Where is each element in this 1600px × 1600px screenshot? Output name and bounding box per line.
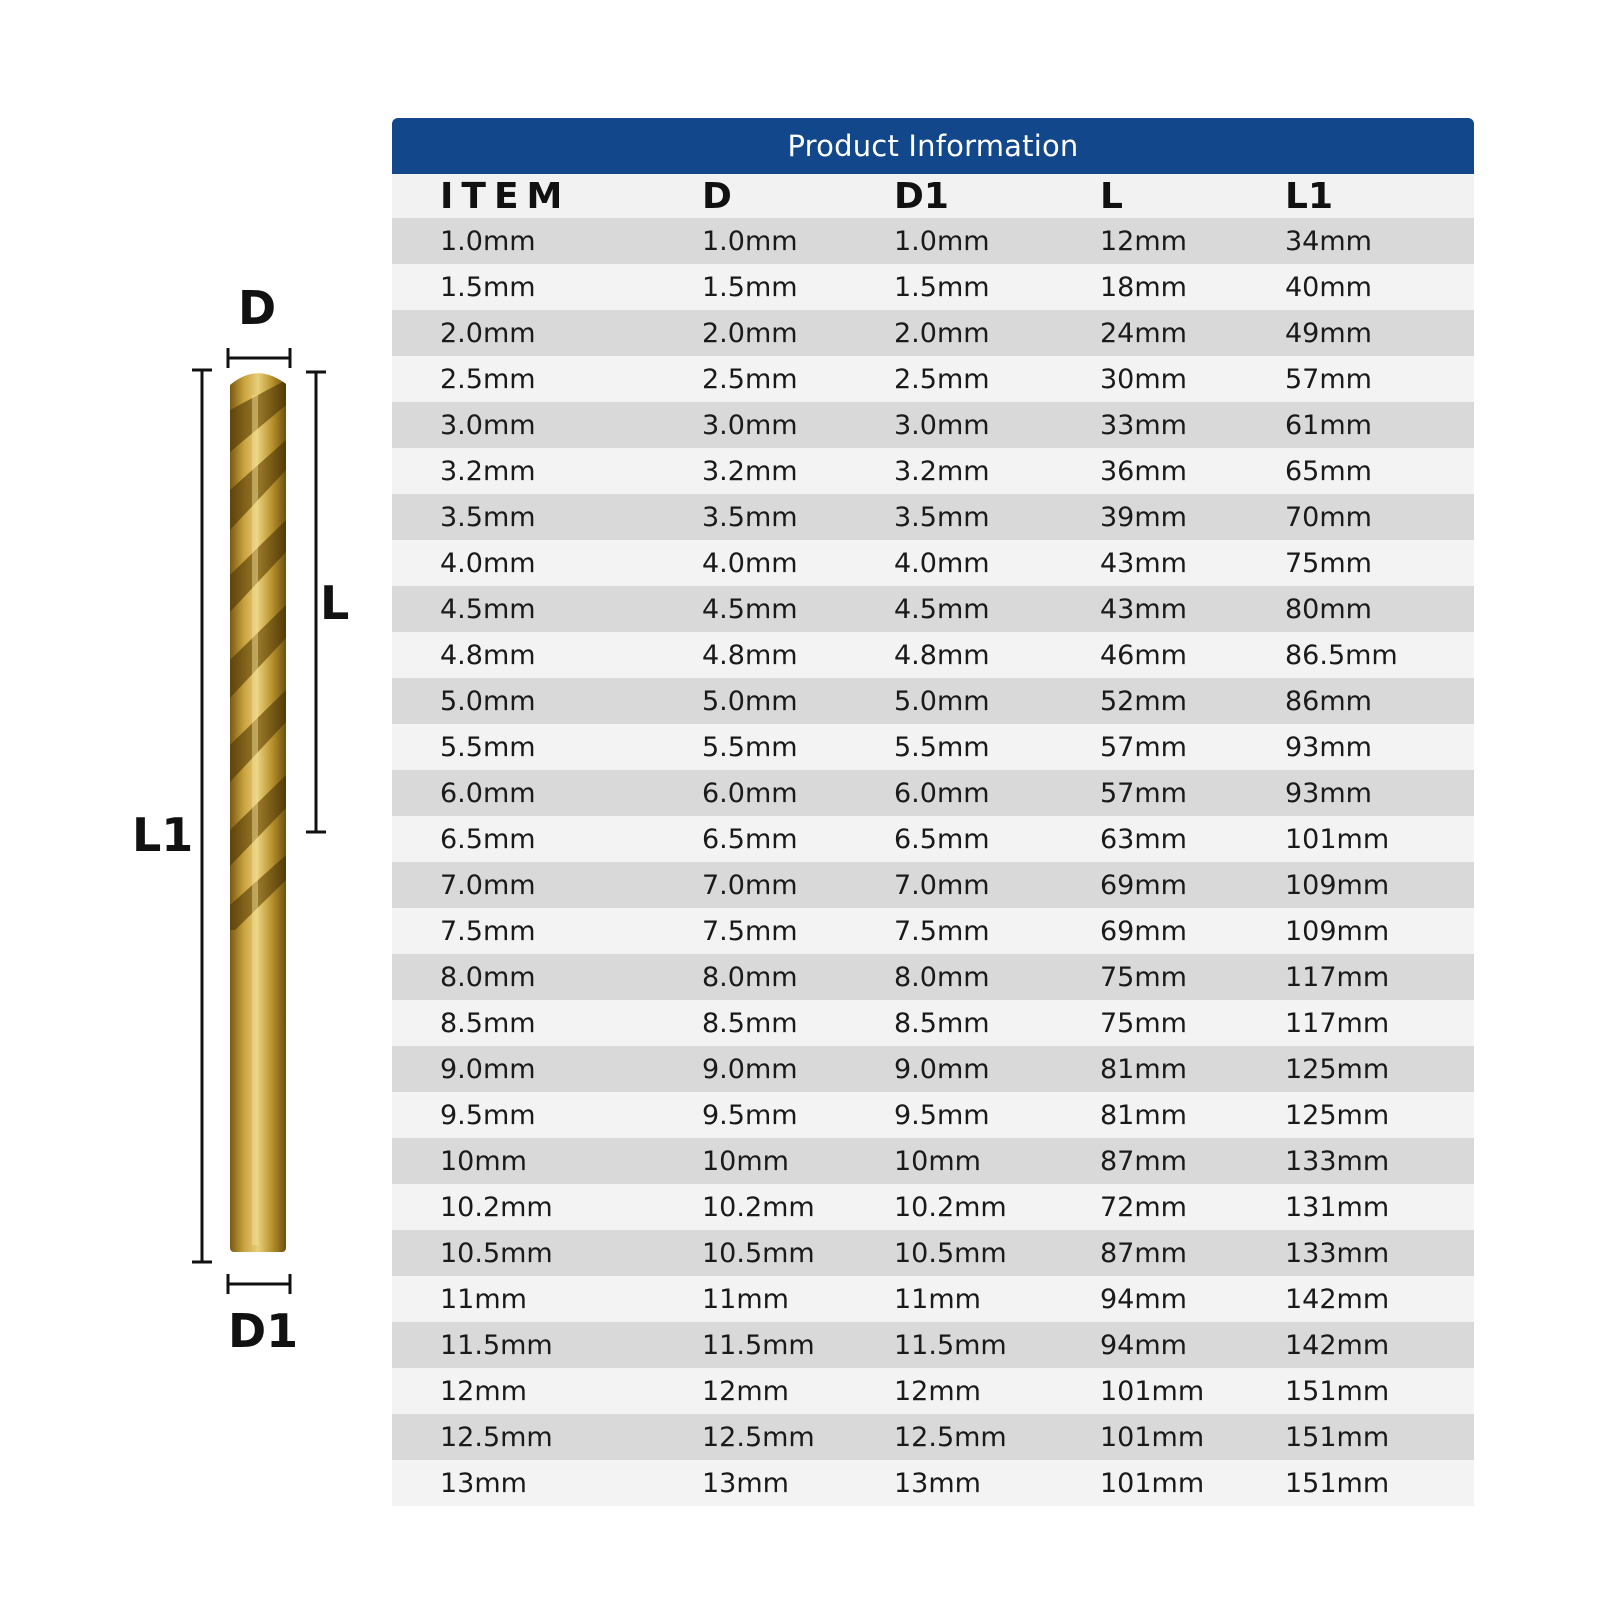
cell-l1: 151mm <box>1285 1414 1474 1460</box>
cell-l: 12mm <box>1100 218 1285 264</box>
column-header-d: D <box>702 174 894 218</box>
cell-l1: 101mm <box>1285 816 1474 862</box>
cell-d: 9.5mm <box>702 1092 894 1138</box>
table-row <box>392 218 1474 264</box>
table-row <box>392 586 1474 632</box>
cell-d: 13mm <box>702 1460 894 1506</box>
cell-l: 52mm <box>1100 678 1285 724</box>
cell-d1: 2.0mm <box>894 310 1100 356</box>
product-info-table <box>392 118 1474 1506</box>
cell-d: 5.5mm <box>702 724 894 770</box>
cell-l1: 65mm <box>1285 448 1474 494</box>
cell-l1: 93mm <box>1285 770 1474 816</box>
cell-l1: 57mm <box>1285 356 1474 402</box>
cell-l1: 34mm <box>1285 218 1474 264</box>
cell-item: 6.0mm <box>392 770 702 816</box>
table-row <box>392 1368 1474 1414</box>
cell-item: 4.5mm <box>392 586 702 632</box>
cell-l: 43mm <box>1100 540 1285 586</box>
cell-d: 6.5mm <box>702 816 894 862</box>
table-row <box>392 632 1474 678</box>
drill-highlight <box>252 395 258 1245</box>
table-row <box>392 264 1474 310</box>
cell-d1: 5.5mm <box>894 724 1100 770</box>
cell-l: 63mm <box>1100 816 1285 862</box>
cell-l1: 61mm <box>1285 402 1474 448</box>
cell-l1: 142mm <box>1285 1322 1474 1368</box>
cell-d1: 6.5mm <box>894 816 1100 862</box>
cell-item: 6.5mm <box>392 816 702 862</box>
cell-item: 9.5mm <box>392 1092 702 1138</box>
table-row <box>392 862 1474 908</box>
cell-l: 46mm <box>1100 632 1285 678</box>
cell-d1: 13mm <box>894 1460 1100 1506</box>
cell-l: 24mm <box>1100 310 1285 356</box>
cell-d1: 1.0mm <box>894 218 1100 264</box>
cell-d1: 7.5mm <box>894 908 1100 954</box>
table-row <box>392 1000 1474 1046</box>
cell-d1: 12.5mm <box>894 1414 1100 1460</box>
cell-d: 8.5mm <box>702 1000 894 1046</box>
cell-l1: 142mm <box>1285 1276 1474 1322</box>
cell-l1: 86mm <box>1285 678 1474 724</box>
cell-l1: 86.5mm <box>1285 632 1474 678</box>
cell-l1: 109mm <box>1285 908 1474 954</box>
cell-l1: 133mm <box>1285 1230 1474 1276</box>
column-header-item: ITEM <box>392 174 702 218</box>
table-row <box>392 770 1474 816</box>
cell-item: 5.5mm <box>392 724 702 770</box>
label-l1: L1 <box>132 808 194 862</box>
cell-item: 2.5mm <box>392 356 702 402</box>
cell-d: 4.0mm <box>702 540 894 586</box>
cell-d: 5.0mm <box>702 678 894 724</box>
cell-l: 43mm <box>1100 586 1285 632</box>
label-d1: D1 <box>228 1304 299 1358</box>
cell-d1: 10.5mm <box>894 1230 1100 1276</box>
cell-l: 75mm <box>1100 954 1285 1000</box>
table-row <box>392 356 1474 402</box>
table-row <box>392 908 1474 954</box>
table-row <box>392 678 1474 724</box>
column-header-d1: D1 <box>894 174 1100 218</box>
cell-d: 1.0mm <box>702 218 894 264</box>
table-title: Product Information <box>392 118 1474 174</box>
cell-d: 11mm <box>702 1276 894 1322</box>
cell-d1: 4.5mm <box>894 586 1100 632</box>
cell-d1: 9.0mm <box>894 1046 1100 1092</box>
cell-item: 2.0mm <box>392 310 702 356</box>
label-d: D <box>238 281 277 335</box>
cell-d: 4.8mm <box>702 632 894 678</box>
cell-item: 1.5mm <box>392 264 702 310</box>
cell-l: 57mm <box>1100 724 1285 770</box>
cell-item: 4.0mm <box>392 540 702 586</box>
table-row <box>392 1138 1474 1184</box>
cell-item: 5.0mm <box>392 678 702 724</box>
cell-l1: 93mm <box>1285 724 1474 770</box>
cell-l1: 40mm <box>1285 264 1474 310</box>
cell-d1: 9.5mm <box>894 1092 1100 1138</box>
cell-d1: 11.5mm <box>894 1322 1100 1368</box>
cell-d: 10mm <box>702 1138 894 1184</box>
cell-l1: 117mm <box>1285 954 1474 1000</box>
cell-l: 94mm <box>1100 1322 1285 1368</box>
cell-item: 7.0mm <box>392 862 702 908</box>
cell-d: 7.0mm <box>702 862 894 908</box>
cell-d: 9.0mm <box>702 1046 894 1092</box>
cell-l1: 133mm <box>1285 1138 1474 1184</box>
dimension-l1-bar <box>192 370 212 1262</box>
cell-d: 12.5mm <box>702 1414 894 1460</box>
table-row <box>392 1414 1474 1460</box>
cell-l: 33mm <box>1100 402 1285 448</box>
cell-item: 9.0mm <box>392 1046 702 1092</box>
table-row <box>392 494 1474 540</box>
cell-l1: 151mm <box>1285 1460 1474 1506</box>
table-row <box>392 1230 1474 1276</box>
cell-item: 10.5mm <box>392 1230 702 1276</box>
table-header-row <box>392 174 1474 218</box>
table-row <box>392 816 1474 862</box>
cell-d1: 12mm <box>894 1368 1100 1414</box>
cell-d: 6.0mm <box>702 770 894 816</box>
cell-l: 87mm <box>1100 1230 1285 1276</box>
drill-bit-illustration <box>0 0 400 1600</box>
cell-l: 81mm <box>1100 1092 1285 1138</box>
cell-d: 10.5mm <box>702 1230 894 1276</box>
cell-l: 94mm <box>1100 1276 1285 1322</box>
cell-item: 12mm <box>392 1368 702 1414</box>
cell-item: 3.0mm <box>392 402 702 448</box>
cell-d1: 8.5mm <box>894 1000 1100 1046</box>
cell-d: 7.5mm <box>702 908 894 954</box>
cell-d: 11.5mm <box>702 1322 894 1368</box>
cell-l1: 75mm <box>1285 540 1474 586</box>
cell-d1: 4.8mm <box>894 632 1100 678</box>
cell-item: 10mm <box>392 1138 702 1184</box>
dimension-d-bar <box>228 348 290 368</box>
cell-l: 101mm <box>1100 1460 1285 1506</box>
cell-d1: 10.2mm <box>894 1184 1100 1230</box>
cell-l: 39mm <box>1100 494 1285 540</box>
cell-item: 3.5mm <box>392 494 702 540</box>
cell-d1: 10mm <box>894 1138 1100 1184</box>
table-row <box>392 448 1474 494</box>
cell-item: 11mm <box>392 1276 702 1322</box>
cell-l1: 49mm <box>1285 310 1474 356</box>
cell-d1: 3.5mm <box>894 494 1100 540</box>
cell-d1: 6.0mm <box>894 770 1100 816</box>
cell-d1: 11mm <box>894 1276 1100 1322</box>
table-row <box>392 1184 1474 1230</box>
table-row <box>392 1046 1474 1092</box>
cell-l1: 125mm <box>1285 1046 1474 1092</box>
cell-d1: 8.0mm <box>894 954 1100 1000</box>
cell-item: 13mm <box>392 1460 702 1506</box>
cell-d: 2.5mm <box>702 356 894 402</box>
cell-l: 101mm <box>1100 1368 1285 1414</box>
cell-l: 57mm <box>1100 770 1285 816</box>
cell-d1: 5.0mm <box>894 678 1100 724</box>
table-row <box>392 540 1474 586</box>
table-row <box>392 1276 1474 1322</box>
cell-item: 8.0mm <box>392 954 702 1000</box>
table-row <box>392 310 1474 356</box>
label-l: L <box>320 576 350 630</box>
cell-l: 36mm <box>1100 448 1285 494</box>
cell-item: 3.2mm <box>392 448 702 494</box>
cell-l1: 125mm <box>1285 1092 1474 1138</box>
cell-l: 69mm <box>1100 862 1285 908</box>
cell-l: 81mm <box>1100 1046 1285 1092</box>
cell-item: 10.2mm <box>392 1184 702 1230</box>
cell-l: 72mm <box>1100 1184 1285 1230</box>
cell-d1: 3.2mm <box>894 448 1100 494</box>
cell-item: 12.5mm <box>392 1414 702 1460</box>
table-row <box>392 1322 1474 1368</box>
cell-l: 18mm <box>1100 264 1285 310</box>
cell-l1: 131mm <box>1285 1184 1474 1230</box>
table-row <box>392 1460 1474 1506</box>
cell-d1: 7.0mm <box>894 862 1100 908</box>
cell-l: 87mm <box>1100 1138 1285 1184</box>
cell-d1: 1.5mm <box>894 264 1100 310</box>
table-body <box>392 218 1474 1506</box>
cell-d1: 4.0mm <box>894 540 1100 586</box>
cell-l1: 70mm <box>1285 494 1474 540</box>
cell-l1: 117mm <box>1285 1000 1474 1046</box>
dimension-d1-bar <box>228 1274 290 1294</box>
cell-l1: 151mm <box>1285 1368 1474 1414</box>
cell-d: 3.2mm <box>702 448 894 494</box>
cell-l: 75mm <box>1100 1000 1285 1046</box>
table-row <box>392 724 1474 770</box>
cell-d: 4.5mm <box>702 586 894 632</box>
cell-item: 7.5mm <box>392 908 702 954</box>
cell-d: 10.2mm <box>702 1184 894 1230</box>
cell-item: 8.5mm <box>392 1000 702 1046</box>
cell-d: 8.0mm <box>702 954 894 1000</box>
table-row <box>392 402 1474 448</box>
column-header-l: L <box>1100 174 1285 218</box>
cell-l1: 109mm <box>1285 862 1474 908</box>
drill-bit-diagram <box>0 0 400 1600</box>
column-header-l1: L1 <box>1285 174 1474 218</box>
cell-d: 3.0mm <box>702 402 894 448</box>
cell-d: 3.5mm <box>702 494 894 540</box>
cell-d1: 3.0mm <box>894 402 1100 448</box>
cell-item: 1.0mm <box>392 218 702 264</box>
cell-l: 69mm <box>1100 908 1285 954</box>
cell-item: 11.5mm <box>392 1322 702 1368</box>
cell-l: 30mm <box>1100 356 1285 402</box>
cell-d: 1.5mm <box>702 264 894 310</box>
table-row <box>392 954 1474 1000</box>
table-row <box>392 1092 1474 1138</box>
cell-d: 2.0mm <box>702 310 894 356</box>
cell-d: 12mm <box>702 1368 894 1414</box>
cell-l: 101mm <box>1100 1414 1285 1460</box>
cell-d1: 2.5mm <box>894 356 1100 402</box>
cell-item: 4.8mm <box>392 632 702 678</box>
cell-l1: 80mm <box>1285 586 1474 632</box>
spec-table <box>392 174 1474 1506</box>
